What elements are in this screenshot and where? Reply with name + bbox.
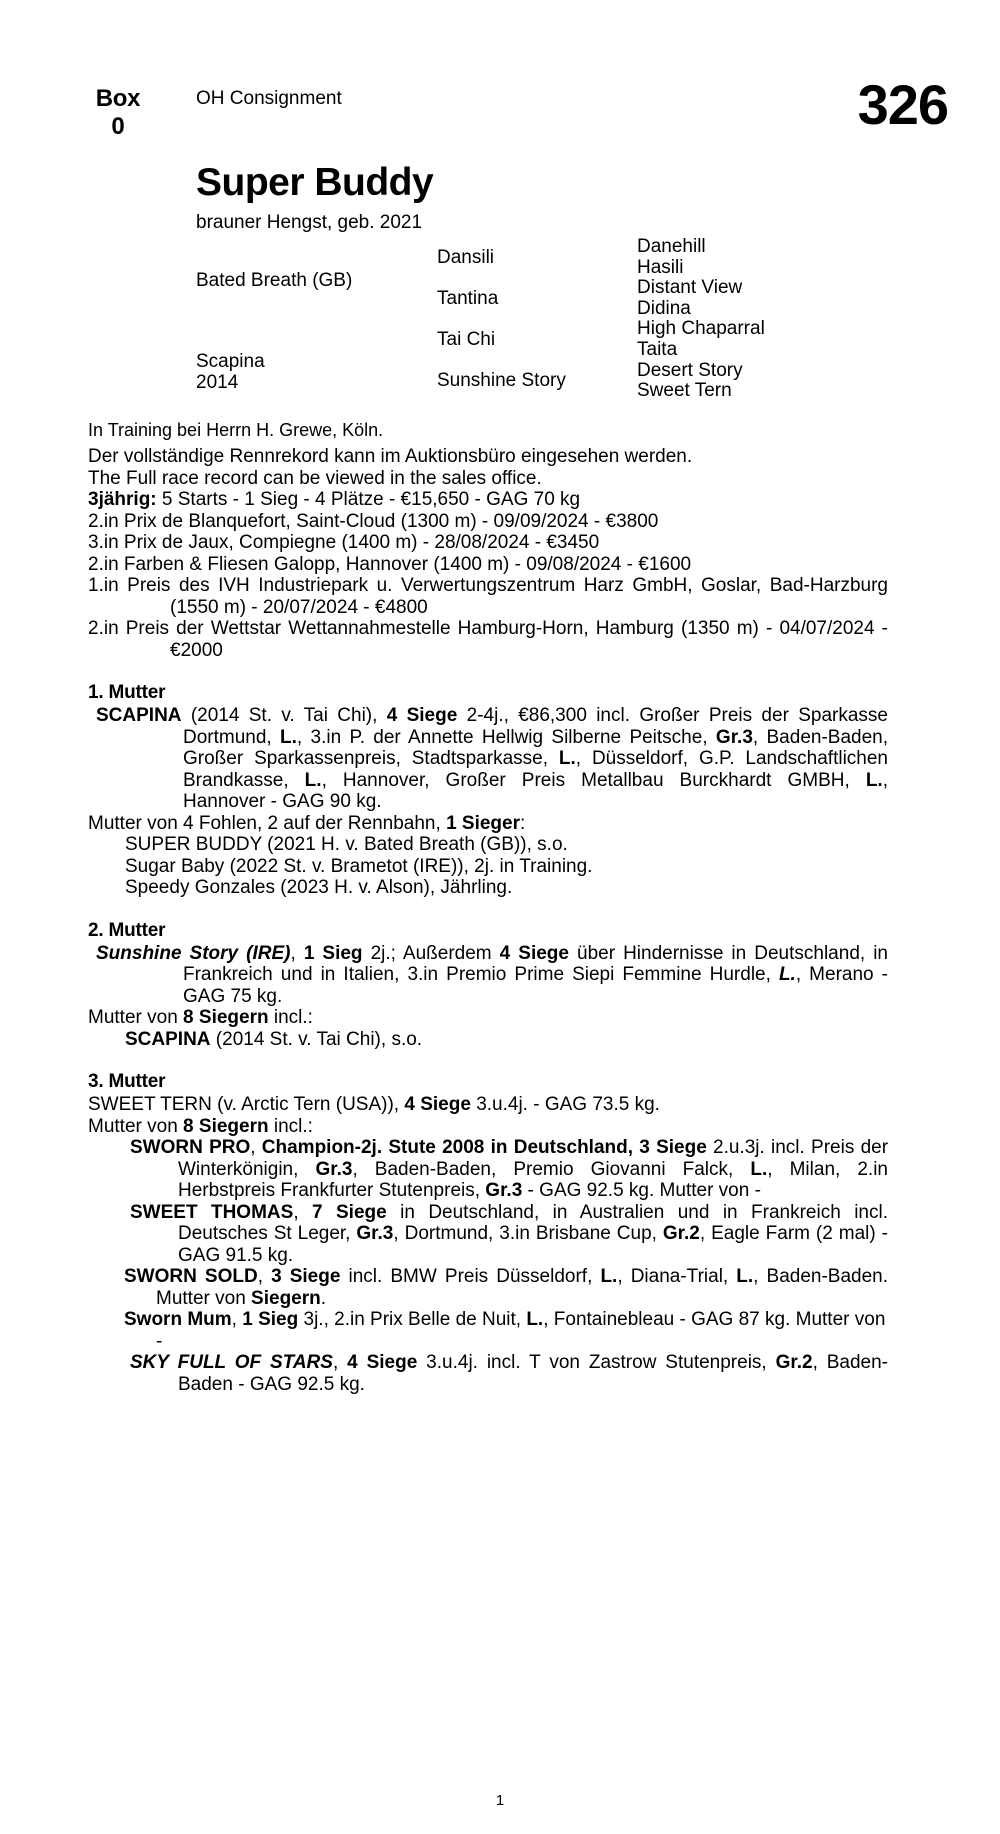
dam-2-name: Sunshine Story (IRE) (96, 942, 291, 964)
progeny-name: SWORN SOLD (124, 1266, 258, 1287)
dam-2-text: , Merano - GAG 75 kg. (183, 964, 888, 1007)
dam-3-text: (v. Arctic Tern (USA)), (211, 1094, 405, 1115)
dam-1-foals-text: : (520, 812, 526, 834)
race-result-row: 2.in Prix de Blanquefort, Saint-Cloud (1300 m) - 09/09/2024 - €3800 (88, 510, 659, 532)
pedigree-gen3-item: High Chaparral (637, 318, 765, 340)
dam-2-winners-count: 8 Siegern (183, 1007, 269, 1028)
dam-3-winners (88, 1116, 888, 1138)
grade-badge: Gr.2 (662, 1223, 700, 1244)
pedigree-sire-dam: Tantina (437, 288, 499, 309)
dam-2-text: 2j.; Außerdem (362, 942, 500, 964)
pedigree-dam-year: 2014 (196, 372, 239, 393)
dam-2-wins: 4 Siege (499, 942, 569, 964)
listed-badge: L. (558, 748, 576, 769)
progeny-detail: (2014 St. v. Tai Chi), s.o. (210, 1028, 423, 1050)
champion-title: Champion-2j. Stute 2008 in Deutschland, (261, 1137, 634, 1158)
pedigree-dam-dam: Sunshine Story (437, 370, 566, 391)
dam-1-wins: 4 Siege (386, 705, 458, 726)
dam-3-record (88, 1094, 888, 1116)
pedigree-dam-sire: Tai Chi (437, 329, 496, 350)
grade-badge: Gr.3 (315, 1158, 353, 1180)
dam-2-wins: 1 Sieg (303, 942, 363, 964)
dam-2-winners-text: Mutter von (88, 1007, 184, 1028)
progeny-wins: 7 Siege (312, 1201, 387, 1223)
dam-1-record (88, 705, 888, 813)
dam-section-3-title: 3. Mutter (88, 1071, 166, 1092)
pedigree-table (0, 236, 1000, 404)
grade-badge: Gr.3 (485, 1180, 523, 1201)
pedigree-gen3-item: Hasili (637, 256, 684, 278)
horse-name: Super Buddy (196, 161, 434, 204)
race-result-row: 2.in Farben & Fliesen Galopp, Hannover (1400 m) - 09/08/2024 - €1600 (88, 553, 692, 575)
lot-number: 326 (857, 73, 948, 136)
progeny-item: SKY FULL OF STARS, 4 Siege 3.u.4j. incl. T von Zastrow Stutenpreis, Gr.2, Baden-Baden - GAG 92.5 kg. (130, 1352, 889, 1395)
listed-badge: L. (778, 964, 796, 985)
progeny-wins: 1 Sieg (242, 1309, 299, 1330)
grade-badge: Gr.2 (775, 1352, 813, 1373)
listed-badge: L. (865, 769, 883, 791)
dam-section-2-title: 2. Mutter (88, 919, 166, 941)
training-info: In Training bei Herrn H. Grewe, Köln. (88, 420, 384, 440)
pedigree-gen3-item: Taita (637, 339, 678, 360)
dam-1-winners-count: 1 Sieger (446, 812, 520, 834)
dam-1-foals (88, 813, 888, 835)
dam-1-text: , 3.in P. der Annette Hellwig Silberne Peitsche, (296, 726, 716, 748)
listed-badge: L. (304, 769, 322, 791)
dam-section-2 (88, 919, 888, 1051)
dam-3-winners-count: 8 Siegern (183, 1115, 269, 1137)
pedigree-sire-sire: Dansili (437, 247, 495, 268)
consignment-name: OH Consignment (196, 88, 342, 109)
progeny-item: Speedy Gonzales (2023 H. v. Alson), Jährling. (125, 877, 513, 898)
dam-2-text: über Hindernisse in Deutschland, in Frankreich und in Italien, 3.in Premio Prime Siepi Femmine Hurdle, (183, 942, 888, 985)
listed-badge: L. (280, 726, 297, 748)
progeny-item: Sworn Mum, 1 Sieg 3j., 2.in Prix Belle de Nuit, L., Fontainebleau - GAG 87 kg. Mutter von - (124, 1309, 886, 1352)
progeny-name: SCAPINA (125, 1028, 211, 1050)
progeny-name: SKY FULL OF STARS (130, 1352, 333, 1373)
pedigree-gen3-item: Danehill (637, 236, 706, 257)
dam-2-record (88, 943, 888, 1008)
progeny-item (88, 1029, 888, 1051)
progeny-wins: 4 Siege (347, 1352, 418, 1373)
box-number: 0 (111, 113, 125, 140)
dam-3-winners-text: incl.: (268, 1115, 313, 1137)
page-number: 1 (495, 1792, 505, 1809)
grade-badge: Gr.3 (356, 1223, 394, 1244)
dam-3-wins: 4 Siege (404, 1094, 471, 1115)
dam-3-winners-text: Mutter von (88, 1115, 184, 1137)
progeny-name: SWORN PRO (130, 1137, 251, 1158)
dam-3-text: 3.u.4j. - GAG 73.5 kg. (470, 1094, 660, 1115)
race-result-row: 3.in Prix de Jaux, Compiegne (1400 m) - 28/08/2024 - €3450 (88, 532, 600, 553)
dam-section-3 (88, 1070, 888, 1395)
pedigree-dam: Scapina (196, 351, 265, 372)
dam-3-name: SWEET TERN (88, 1094, 212, 1115)
dam-1-name: SCAPINA (96, 705, 182, 726)
horse-description: brauner Hengst, geb. 2021 (196, 212, 423, 233)
dam-1-text: , Hannover - GAG 90 kg. (183, 769, 888, 812)
progeny-item: Sugar Baby (2022 St. v. Brametot (IRE)), 2j. in Training. (125, 855, 593, 877)
winners-label: Siegern (251, 1287, 321, 1309)
dam-1-text: , Baden-Baden, Großer Sparkassenpreis, Stadtsparkasse, (183, 726, 888, 769)
grade-badge: Gr.3 (715, 726, 753, 748)
pedigree-gen3-item: Desert Story (637, 359, 743, 381)
listed-badge: L. (526, 1309, 544, 1330)
record-notice-english: The Full race record can be viewed in the sales office. (88, 467, 542, 489)
dam-section-1 (88, 681, 888, 899)
race-age-label: 3jährig: (88, 489, 157, 510)
listed-badge: L. (750, 1158, 768, 1180)
pedigree-gen3-item: Distant View (637, 277, 743, 299)
race-record-summary (88, 489, 888, 511)
progeny-item: SWORN PRO, Champion-2j. Stute 2008 in Deutschland, 3 Siege 2.u.3j. incl. Preis der Winterkönigin, Gr.3, Baden-Baden, Premio Giovanni Falck, L., Milan, 2.in Herbstpreis Frankfurter Stutenpreis, Gr.3 - GAG 92.5 kg. Mutter von - (130, 1137, 889, 1201)
catalogue-body (88, 418, 888, 1395)
dam-2-winners-text: incl.: (268, 1007, 313, 1028)
pedigree-sire: Bated Breath (GB) (196, 270, 353, 291)
dam-1-foals-text: Mutter von 4 Fohlen, 2 auf der Rennbahn, (88, 812, 447, 834)
record-notice-german: Der vollständige Rennrekord kann im Auktionsbüro eingesehen werden. (88, 446, 693, 467)
dam-1-text: (2014 St. v. Tai Chi), (181, 705, 387, 726)
page-header (0, 73, 1000, 148)
progeny-name: Sworn Mum (124, 1309, 232, 1330)
dam-1-text: 2-4j., €86,300 incl. Großer Preis der Sparkasse Dortmund, (183, 705, 888, 748)
listed-badge: L. (600, 1266, 618, 1287)
listed-badge: L. (736, 1266, 754, 1287)
progeny-wins: 3 Siege (639, 1137, 707, 1158)
progeny-name: SWEET THOMAS (130, 1201, 294, 1223)
race-result-row: 2.in Preis der Wettstar Wettannahmestelle Hamburg-Horn, Hamburg (1350 m) - 04/07/2024 - €2000 (88, 618, 888, 661)
dam-1-text: , Düsseldorf, G.P. Landschaftlichen Brandkasse, (183, 748, 888, 791)
progeny-item: SUPER BUDDY (2021 H. v. Bated Breath (GB)), s.o. (125, 834, 568, 855)
pedigree-gen3-item: Sweet Tern (637, 380, 732, 402)
race-summary-text: 5 Starts - 1 Sieg - 4 Plätze - €15,650 - GAG 70 kg (156, 489, 581, 510)
progeny-wins: 3 Siege (271, 1266, 341, 1287)
progeny-item: SWEET THOMAS, 7 Siege in Deutschland, in Australien und in Frankreich incl. Deutsches St Leger, Gr.3, Dortmund, 3.in Brisbane Cup, Gr.2, Eagle Farm (2 mal) - GAG 91.5 kg. (130, 1201, 888, 1266)
race-result-row: 1.in Preis des IVH Industriepark u. Verwertungszentrum Harz GmbH, Goslar, Bad-Harzburg (1550 m) - 20/07/2024 - €4800 (88, 575, 888, 618)
progeny-item: SWORN SOLD, 3 Siege incl. BMW Preis Düsseldorf, L., Diana-Trial, L., Baden-Baden. Mutter von Siegern. (124, 1266, 889, 1309)
pedigree-gen3-item: Didina (637, 297, 691, 319)
box-label: Box (95, 85, 141, 112)
dam-2-winners (88, 1007, 888, 1029)
dam-2-text: , (290, 942, 304, 964)
dam-section-1-title: 1. Mutter (88, 682, 166, 703)
dam-1-text: , Hannover, Großer Preis Metallbau Burckhardt GMBH, (321, 769, 866, 791)
